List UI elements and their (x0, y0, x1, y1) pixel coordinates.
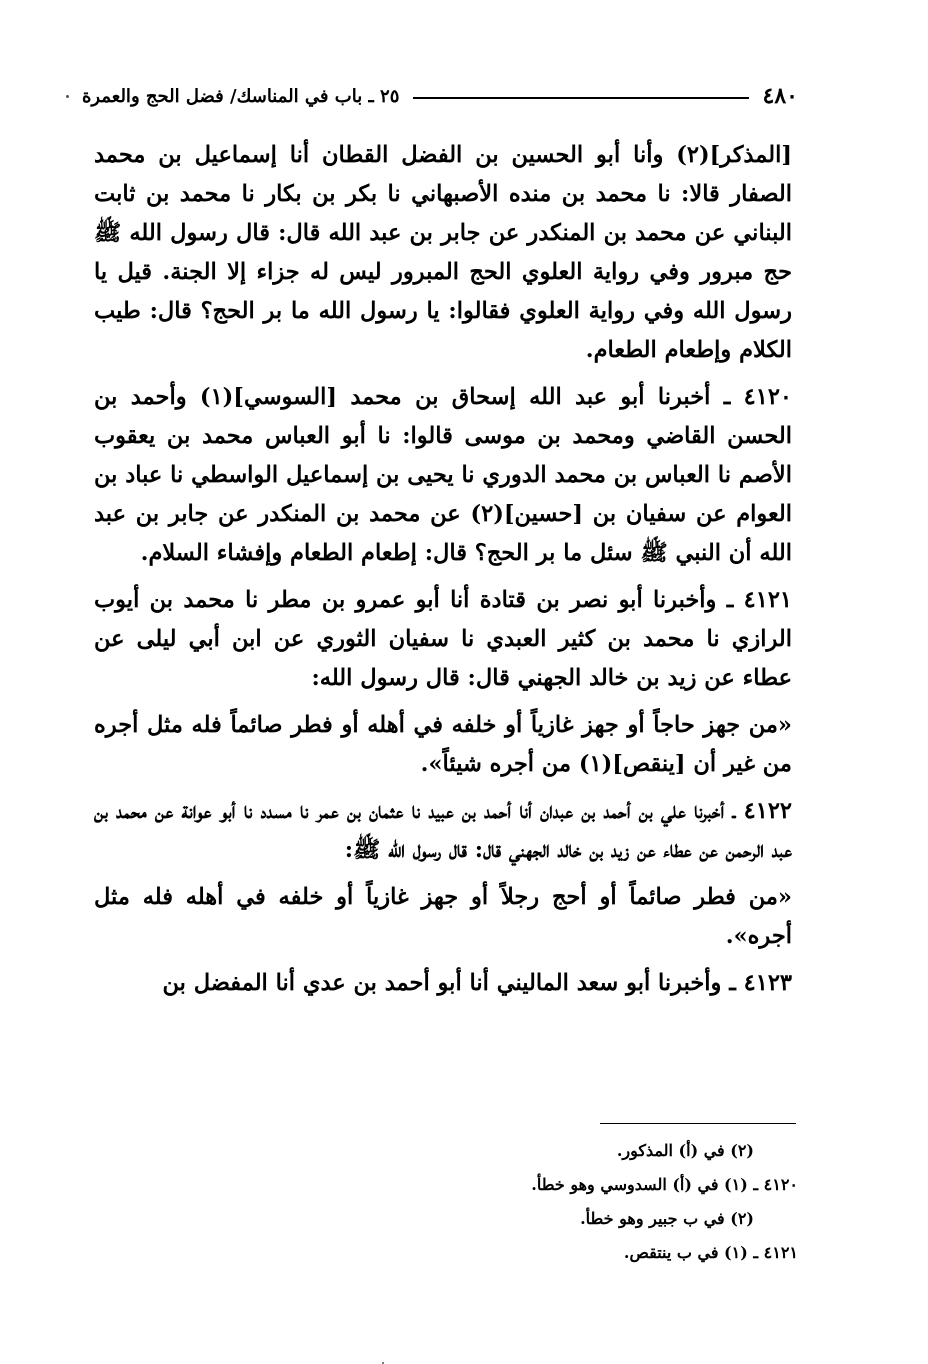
chapter-title: ٢٥ ـ باب في المناسك/ فضل الحج والعمرة (82, 85, 400, 107)
main-text (94, 136, 792, 1011)
footnote-rule (600, 1123, 796, 1124)
scan-speck (66, 95, 69, 98)
paragraph-continuation: [المذكر](٢) وأنا أبو الحسين بن الفضل القطان أنا إسماعيل بن محمد الصفار قالا: نا محمد بن منده الأصبهاني نا بكر بن بكار نا محمد بن ثابت البناني عن محمد بن المنكدر عن جابر بن عبد الله قال: قال رسول الله ﷺ حج مبرور وفي رواية العلوي الحج المبرور ليس له جزاء إلا الجنة. قيل يا رسول الله وفي رواية العلوي فقالوا: يا رسول الله ما بر الحج؟ قال: طيب الكلام وإطعام الطعام. (94, 142, 792, 363)
running-header (82, 78, 798, 114)
footnote-item: (٢) في (أ) المذكور. (616, 1141, 754, 1160)
hadith-4121: ٤١٢١ ـ وأخبرنا أبو نصر بن قتادة أنا أبو عمرو بن مطر نا محمد بن أيوب الرازي نا محمد بن كثير العبدي نا سفيان الثوري عن ابن أبي ليلى عن عطاء عن زيد بن خالد الجهني قال: قال رسول الله: (94, 587, 792, 691)
footnotes (300, 1134, 798, 1270)
hadith-4121-text: «من جهز حاجاً أو جهز غازياً أو خلفه في أهله أو فطر صائماً فله مثل أجره من غير أن [ينقص](١) من أجره شيئاً». (94, 712, 792, 777)
footnote-item: ٤١٢١ ـ (١) في ب ينتقص. (623, 1243, 798, 1262)
hadith-4122: ٤١٢٢ ـ أخبرنا علي بن أحمد بن عبدان أنا أحمد بن عبيد نا عثمان بن عمر نا مسدد نا أبو عوانة عن محمد بن عبد الرحمن عن عطاء عن زيد بن خالد الجهني قال: قال رسول الله ﷺ: (94, 798, 792, 863)
footnote-item: (٢) في ب جبير وهو خطأ. (580, 1209, 754, 1228)
hadith-4120: ٤١٢٠ ـ أخبرنا أبو عبد الله إسحاق بن محمد [السوسي](١) وأحمد بن الحسن القاضي ومحمد بن موسى قالوا: نا أبو العباس محمد بن يعقوب الأصم نا العباس بن محمد الدوري نا يحيى بن إسماعيل الواسطي نا عباد بن العوام عن سفيان بن [حسين](٢) عن محمد بن المنكدر عن جابر بن عبد الله أن النبي ﷺ سئل ما بر الحج؟ قال: إطعام الطعام وإفشاء السلام. (94, 384, 792, 566)
footnote-item: ٤١٢٠ ـ (١) في (أ) السدوسي وهو خطأ. (531, 1175, 798, 1194)
page-number: ٤٨٠ (762, 83, 798, 109)
hadith-4123: ٤١٢٣ ـ وأخبرنا أبو سعد الماليني أنا أبو أحمد بن عدي أنا المفضل بن (162, 970, 792, 996)
hadith-4122-text: «من فطر صائماً أو أحج رجلاً أو جهز غازياً أو خلفه في أهله فله مثل أجره». (94, 884, 792, 949)
header-rule (413, 97, 748, 99)
